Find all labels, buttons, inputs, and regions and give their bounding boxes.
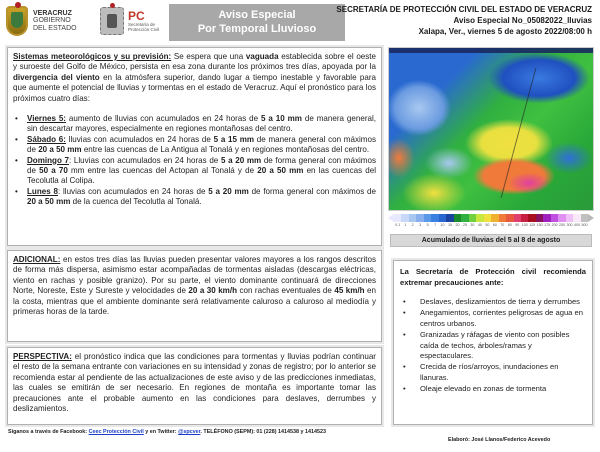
scale-swatch — [506, 214, 513, 222]
adicional-section — [7, 250, 382, 342]
scale-swatch — [566, 214, 573, 222]
scale-label: 400 — [573, 223, 580, 227]
scale-label: 175 — [544, 223, 551, 227]
scale-label: 150 — [536, 223, 543, 227]
pc-line2: Protección Civil — [128, 27, 160, 32]
pc-line1: Secretaría de — [128, 21, 156, 27]
scale-label: 0.1 — [395, 223, 401, 227]
scale-swatch — [439, 214, 446, 222]
scale-swatch — [424, 214, 431, 222]
scale-label: 100 — [521, 223, 528, 227]
footer-contact: Síganos a través de Facebook: Ceec Protección Civil y en Twitter: @spcver. TELÉFONO (SEPM): 01 (228) 1414538 y 1414523 — [8, 429, 326, 435]
recommendation-item: • Crecida de ríos/arroyos, inundaciones en llanuras. — [400, 362, 586, 383]
rainfall-color-scale — [388, 214, 594, 232]
recommendation-item: • Anegamientos, corrientes peligrosas de agua en centros urbanos. — [400, 308, 586, 329]
coastline — [442, 68, 537, 198]
scale-label: 10 — [440, 223, 445, 227]
notice-title — [169, 4, 345, 41]
scale-label: 125 — [529, 223, 536, 227]
recommendations-section — [393, 260, 593, 425]
veracruz-coat-of-arms-icon — [6, 6, 28, 36]
scale-swatch — [514, 214, 521, 222]
scale-swatch — [431, 214, 438, 222]
scale-label: 7 — [434, 223, 437, 227]
scale-swatch — [469, 214, 476, 222]
forecast-item-viernes: • Viernes 5: aumento de lluvias con acumulados en 24 horas de 5 a 10 mm de manera general, sin descartar mayores, especialmente en regiones montañosas del centro. — [13, 114, 376, 135]
scale-swatch — [394, 214, 401, 222]
scale-label: 3 — [419, 223, 422, 227]
scale-swatch — [528, 214, 535, 222]
scale-label: 80 — [507, 223, 512, 227]
scale-arrow-left-icon — [388, 214, 394, 222]
scale-label: 30 — [470, 223, 475, 227]
logo-veracruz-line3: DEL ESTADO — [33, 24, 77, 32]
scale-label: 5 — [426, 223, 429, 227]
logo-veracruz-line1: VERACRUZ — [33, 9, 72, 17]
scale-label: 25 — [462, 223, 467, 227]
veracruz-government-logo — [6, 4, 86, 38]
scale-swatch — [461, 214, 468, 222]
scale-swatch — [536, 214, 543, 222]
pc-abbr: PC — [128, 8, 145, 23]
facebook-link[interactable]: Ceec Protección Civil — [88, 429, 144, 435]
scale-label: 15 — [448, 223, 453, 227]
scale-label: 70 — [500, 223, 505, 227]
scale-label: 200 — [551, 223, 558, 227]
scale-swatch — [476, 214, 483, 222]
proteccion-civil-logo — [100, 4, 170, 38]
forecast-item-domingo: • Domingo 7: Lluvias con acumulados en 24 horas de 5 a 20 mm de forma general con máximos de 50 a 70 mm entre las cuencas del Actopan al Tonalá y de 20 a 50 mm en las cuencas del Tecolutla al Colipa. — [13, 156, 376, 187]
twitter-link[interactable]: @spcver — [178, 429, 201, 435]
logo-veracruz-line2: GOBIERNO — [33, 17, 71, 25]
scale-swatch — [484, 214, 491, 222]
scale-label: 2 — [411, 223, 414, 227]
scale-label: 1 — [404, 223, 407, 227]
scale-label: 90 — [515, 223, 520, 227]
scale-swatch — [573, 214, 580, 222]
scale-swatch — [454, 214, 461, 222]
scale-swatch — [543, 214, 550, 222]
header-info — [336, 4, 592, 37]
adicional-heading: ADICIONAL: — [13, 255, 61, 264]
sistemas-heading: Sistemas meteorológicos y su previsión: — [13, 52, 172, 61]
rainfall-accumulation-map — [388, 47, 594, 211]
forecast-item-sabado: • Sábado 6: lluvias con acumulados en 24 horas de 5 a 15 mm de manera general con máximos de 20 a 50 mm entre las cuencas de La Antigua al Tonalá y en regiones montañosas del centro. — [13, 135, 376, 156]
scale-label: 50 — [485, 223, 490, 227]
map-caption: Acumulado de lluvias del 5 al 8 de agosto — [390, 234, 592, 247]
scale-label: 60 — [492, 223, 497, 227]
scale-color-bar — [394, 214, 588, 222]
perspectiva-heading: PERSPECTIVA: — [13, 352, 72, 361]
place-date: Xalapa, Ver., viernes 5 de agosto 2022/08:00 h — [418, 27, 592, 36]
scale-arrow-right-icon — [588, 214, 594, 222]
forecast-item-lunes: • Lunes 8: lluvias con acumulados en 24 horas de 5 a 20 mm de forma general con máximos de 20 a 50 mm de la cuenca del Tecolutla al Tonalá. — [13, 187, 376, 208]
scale-label: 20 — [455, 223, 460, 227]
header — [0, 0, 600, 44]
footer-author: Elaboró: José Llanos/Federico Acevedo — [448, 437, 551, 443]
title-line2: Por Temporal Lluvioso — [197, 23, 317, 35]
scale-swatch — [491, 214, 498, 222]
title-line1: Aviso Especial — [218, 9, 296, 21]
scale-swatch — [446, 214, 453, 222]
scale-swatch — [521, 214, 528, 222]
scale-swatch — [499, 214, 506, 222]
sistemas-paragraph: Sistemas meteorológicos y su previsión: Se espera que una vaguada establecida sobre el oeste y suroeste del Golfo de México, persista en esa zona durante los próximos tres días, apoyada por la divergencia del viento en la atmósfera superior, dando lugar a tiempo inestable y favorable para que aumente el potencial de lluvias y tormentas en el estado de Veracruz. Aquí el pronóstico para los próximos cuatro días: — [13, 52, 376, 103]
scale-swatch — [558, 214, 565, 222]
daily-forecast-list — [13, 114, 376, 208]
scale-label: 40 — [477, 223, 482, 227]
scale-swatch — [551, 214, 558, 222]
perspectiva-section — [7, 347, 382, 425]
recommendation-item: • Deslaves, deslizamientos de tierra y derrumbes — [400, 297, 586, 307]
notice-id: Aviso Especial No_05082022_lluvias — [453, 16, 592, 25]
perspectiva-paragraph: PERSPECTIVA: el pronóstico indica que las condiciones para tormentas y lluvias podrían continuar el resto de la semana entrante con variaciones en su intensidad y zonas de registro; por lo anterior se recomienda estar al pendiente de las actualizaciones de este aviso y de las predicciones inmediatas, las cuales se emitirán de ser necesario. En regiones de montaña es importante tomar las precauciones ante el probable aumento en las condiciones para deslaves, derrumbes y deslizamientos. — [13, 352, 376, 414]
agency-name: SECRETARÍA DE PROTECCIÓN CIVIL DEL ESTADO DE VERACRUZ — [336, 5, 592, 14]
sistemas-section — [7, 47, 382, 246]
scale-swatch — [416, 214, 423, 222]
scale-swatch — [409, 214, 416, 222]
recommendations-title: La Secretaría de Protección civil recomienda extremar precauciones ante: — [400, 267, 586, 287]
adicional-paragraph: ADICIONAL: en estos tres días las lluvias pueden presentar valores mayores a los rangos descritos de forma más dispersa, asimismo estar acompañadas de tormentas aisladas (descargas eléctricas, viento en rachas y posible granizo). Por su parte, el viento dominante continuará de direcciones Norte, Noreste, Este y Sureste y velocidades de 20 a 30 km/h con rachas eventuales de 45 km/h en la costa, mientras que el ambiente dominante será relativamente caluroso a caluroso al mediodía y primeras horas de la tarde. — [13, 255, 376, 317]
scale-label: 250 — [559, 223, 566, 227]
scale-swatch — [401, 214, 408, 222]
recommendation-item: • Granizadas y ráfagas de viento con posibles caída de techos, árboles/ramas y espectaculares. — [400, 330, 586, 361]
scale-label: 500 — [581, 223, 588, 227]
recommendations-list — [400, 297, 586, 395]
recommendation-item: • Oleaje elevado en zonas de tormenta — [400, 384, 586, 394]
scale-labels — [394, 223, 588, 227]
pc-emblem-icon — [100, 7, 124, 35]
scale-label: 300 — [566, 223, 573, 227]
map-header-strip — [389, 48, 593, 53]
